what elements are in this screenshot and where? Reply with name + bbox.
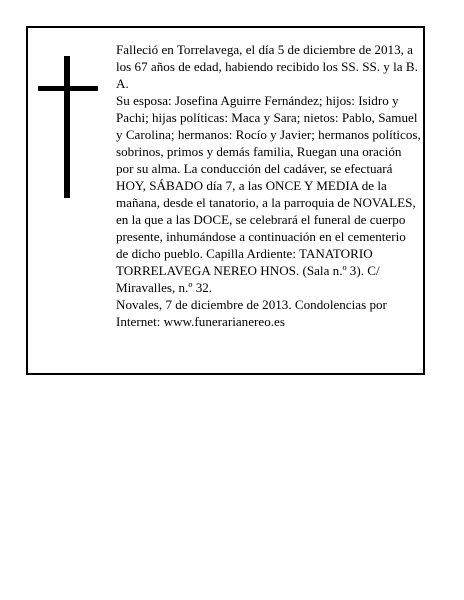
notice-body: [116, 41, 421, 330]
cross-vertical-bar: [64, 56, 70, 198]
obituary-notice: [26, 26, 425, 375]
cross-horizontal-bar: [38, 86, 98, 91]
place-date-and-condolences: Novales, 7 de diciembre de 2013. Condolencias por Internet: www.funerarianereo.es: [116, 297, 387, 329]
cross-icon: [38, 56, 98, 198]
death-announcement: Falleció en Torrelavega, el día 5 de diciembre de 2013, a los 67 años de edad, habiendo recibido los SS. SS. y la B. A.: [116, 42, 418, 91]
family-and-funeral-details: Su esposa: Josefina Aguirre Fernández; hijos: Isidro y Pachi; hijas políticas: Maca y Sara; nietos: Pablo, Samuel y Carolina; hermanos: Rocío y Javier; hermanos políticos, sobrinos, primos y demás familia, Ruegan una oración por su alma. La conducción del cadáver, se efectuará HOY, SÁBADO día 7, a las ONCE Y MEDIA de la mañana, desde el tanatorio, a la parroquia de NOVALES, en la que a las DOCE, se celebrará el funeral de cuerpo presente, inhumándose a continuación en el cementerio de dicho pueblo. Capilla Ardiente: TANATORIO TORRELAVEGA NEREO HNOS. (Sala n.º 3). C/ Miravalles, n.º 32.: [116, 93, 421, 295]
